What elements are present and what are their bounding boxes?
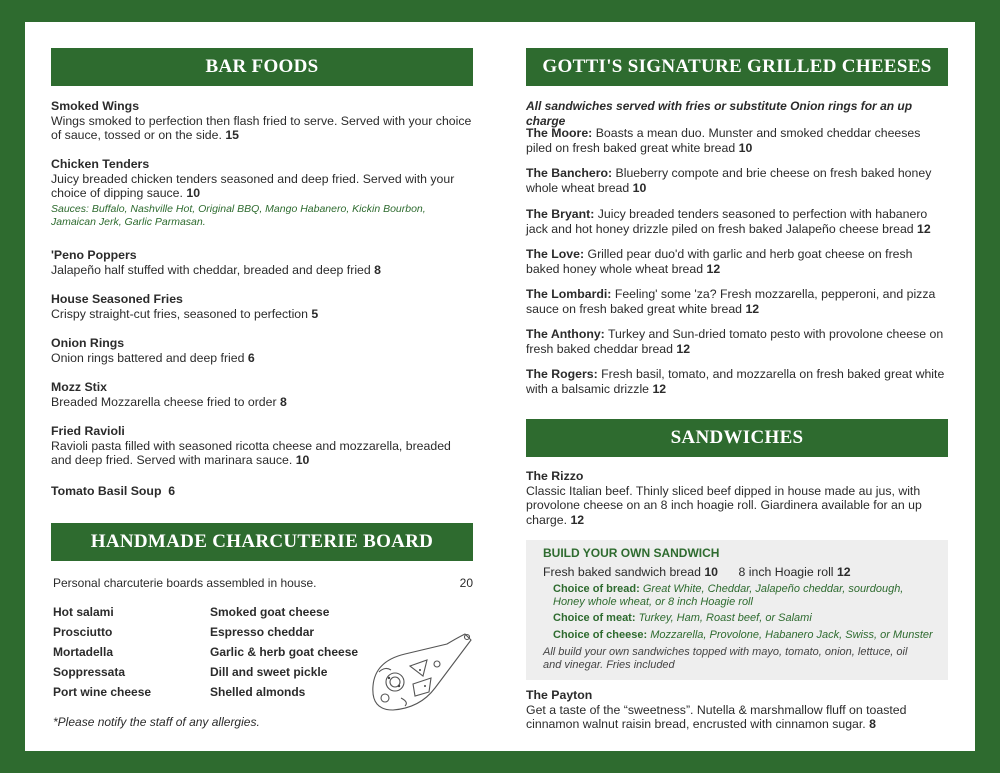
menu-item-chicken-tenders: Chicken Tenders Juicy breaded chicken tenders seasoned and deep fried. Served with your choice of dipping sauce. 10 Sauces: Buffalo, Nashville Hot, Original BBQ, Mango Habanero, Kickin Bourbon, Jamaican Jerk, Garlic Parmasan. bbox=[51, 157, 473, 229]
list-item: Shelled almonds bbox=[210, 685, 306, 699]
grilled-cheese-note: All sandwiches served with fries or substitute Onion rings for an up charge bbox=[526, 99, 913, 128]
grilled-item-bryant: The Bryant: Juicy breaded tenders seasoned to perfection with habanero jack and hot honey drizzle piled on fresh baked Jalapeño cheese bread 12 bbox=[526, 207, 931, 236]
grilled-item-banchero: The Banchero: Blueberry compote and brie cheese on fresh baked honey whole wheat bread 10 bbox=[526, 166, 932, 195]
menu-item-mozz-stix: Mozz Stix Breaded Mozzarella cheese fried to order 8 bbox=[51, 380, 287, 409]
choice-of-cheese: Choice of cheese: Mozzarella, Provolone, Habanero Jack, Swiss, or Munster bbox=[553, 629, 933, 641]
list-item: Port wine cheese bbox=[53, 685, 152, 699]
menu-item-onion-rings: Onion Rings Onion rings battered and deep fried 6 bbox=[51, 336, 255, 365]
allergy-note: *Please notify the staff of any allergies. bbox=[53, 715, 260, 729]
menu-item-smoked-wings: Smoked Wings Wings smoked to perfection then flash fried to serve. Served with your choice of sauce, tossed or on the side. 15 bbox=[51, 99, 472, 142]
build-title: BUILD YOUR OWN SANDWICH bbox=[543, 546, 720, 560]
grilled-item-rogers: The Rogers: Fresh basil, tomato, and mozzarella on fresh baked great white with a balsamic drizzle 12 bbox=[526, 367, 945, 396]
grilled-cheese-banner: GOTTI'S SIGNATURE GRILLED CHEESES bbox=[526, 48, 948, 86]
list-item: Smoked goat cheese bbox=[210, 605, 330, 619]
charcuterie-board-illustration bbox=[365, 626, 475, 716]
charcuterie-price: 20 bbox=[459, 576, 473, 590]
menu-page bbox=[25, 22, 975, 751]
list-item: Garlic & herb goat cheese bbox=[210, 645, 359, 659]
list-item: Dill and sweet pickle bbox=[210, 665, 328, 679]
charcuterie-banner: HANDMADE CHARCUTERIE BOARD bbox=[51, 523, 473, 561]
charcuterie-list-2 bbox=[210, 602, 358, 702]
list-item: Prosciutto bbox=[53, 625, 113, 639]
list-item: Espresso cheddar bbox=[210, 625, 315, 639]
sauces-list: Sauces: Buffalo, Nashville Hot, Original BBQ, Mango Habanero, Kickin Bourbon, Jamaican Jerk, Garlic Parmasan. bbox=[51, 202, 426, 228]
grilled-item-anthony: The Anthony: Turkey and Sun-dried tomato pesto with provolone cheese on fresh baked cheddar bread 12 bbox=[526, 327, 944, 356]
sandwiches-banner: SANDWICHES bbox=[526, 419, 948, 457]
charcuterie-list-1 bbox=[53, 602, 151, 702]
charcuterie-intro: Personal charcuterie boards assembled in house. 20 bbox=[53, 576, 473, 590]
build-footer-note: All build your own sandwiches topped with mayo, tomato, onion, lettuce, oil and vinegar. Fries included bbox=[543, 646, 908, 671]
menu-item-house-fries: House Seasoned Fries Crispy straight-cut fries, seasoned to perfection 5 bbox=[51, 292, 319, 321]
menu-item-fried-ravioli: Fried Ravioli Ravioli pasta filled with seasoned ricotta cheese and mozzarella, breaded and deep fried. Served with marinara sauce. 10 bbox=[51, 424, 451, 467]
list-item: Soppressata bbox=[53, 665, 126, 679]
menu-item-peno-poppers: 'Peno Poppers Jalapeño half stuffed with cheddar, breaded and deep fried 8 bbox=[51, 248, 381, 277]
grilled-item-lombardi: The Lombardi: Feeling' some 'za? Fresh mozzarella, pepperoni, and pizza sauce on fresh baked great white bread 12 bbox=[526, 287, 936, 316]
grilled-item-moore: The Moore: Boasts a mean duo. Munster and smoked cheddar cheeses piled on fresh baked great white bread 10 bbox=[526, 126, 921, 155]
list-item: Hot salami bbox=[53, 605, 114, 619]
sandwich-rizzo: The Rizzo Classic Italian beef. Thinly sliced beef dipped in house made au jus, with provolone cheese on an 8 inch hoagie roll. Giardinera available for an up charge. 12 bbox=[526, 469, 922, 527]
list-item: Mortadella bbox=[53, 645, 114, 659]
build-bread-options: Fresh baked sandwich bread 10 8 inch Hoagie roll 12 bbox=[543, 565, 851, 579]
choice-of-bread: Choice of bread: Great White, Cheddar, Jalapeño cheddar, sourdough, Honey whole wheat, or 8 inch Hoagie roll bbox=[553, 583, 904, 608]
bar-foods-banner: BAR FOODS bbox=[51, 48, 473, 86]
build-your-own-panel bbox=[526, 540, 948, 680]
choice-of-meat: Choice of meat: Turkey, Ham, Roast beef, or Salami bbox=[553, 612, 812, 624]
grilled-item-love: The Love: Grilled pear duo'd with garlic and herb goat cheese on fresh baked honey whole wheat bread 12 bbox=[526, 247, 913, 276]
menu-item-tomato-basil-soup: Tomato Basil Soup 6 bbox=[51, 484, 176, 498]
sandwich-payton: The Payton Get a taste of the “sweetness”. Nutella & marshmallow fluff on toasted cinnamon walnut raisin bread, encrusted with cinnamon sugar. 8 bbox=[526, 688, 907, 731]
